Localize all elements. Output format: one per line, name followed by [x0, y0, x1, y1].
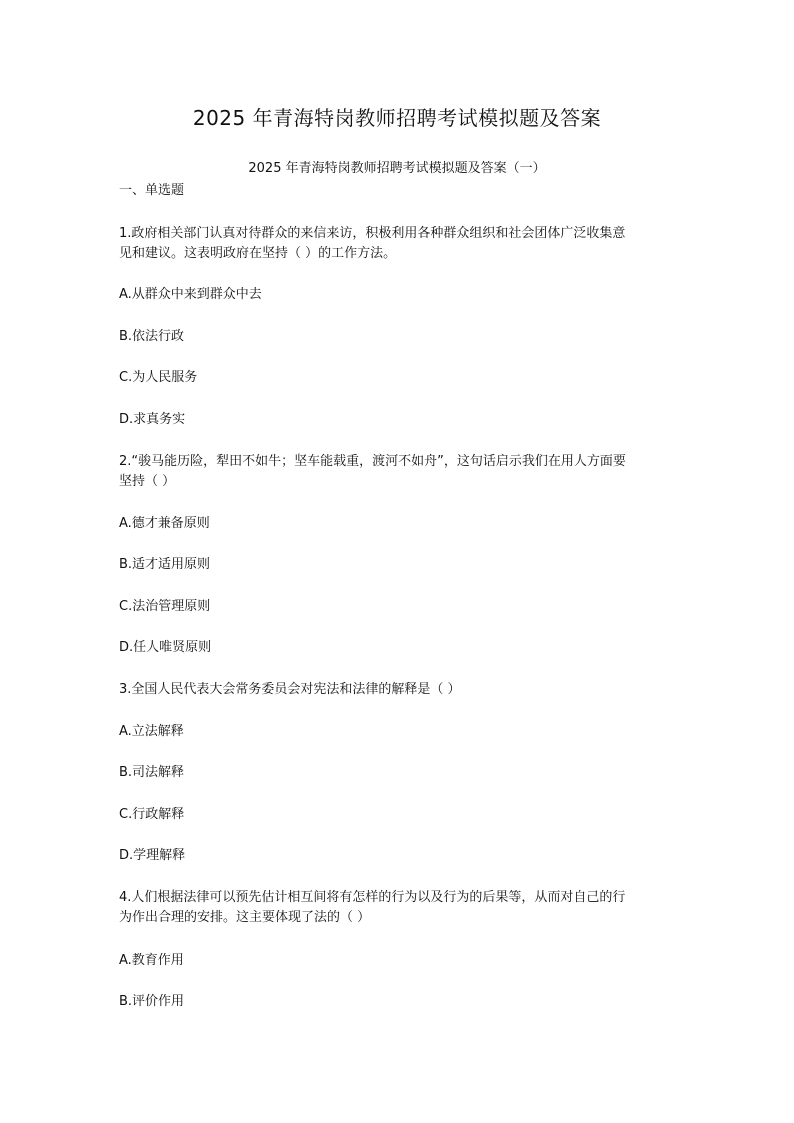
- question-4-stem-line-2: 为作出合理的安排。这主要体现了法的（ ）: [119, 910, 371, 925]
- question-2-option-a: A.德才兼备原则: [119, 516, 210, 531]
- question-2-option-b: B.适才适用原则: [119, 557, 211, 572]
- section-heading: 一、单选题: [119, 183, 185, 198]
- question-2-option-d: D.任人唯贤原则: [119, 640, 212, 655]
- question-4-option-b: B.评价作用: [119, 994, 185, 1009]
- question-1-option-c: C.为人民服务: [119, 370, 198, 385]
- question-2-stem-line-1: 2.“骏马能历险，犁田不如牛；坚车能载重，渡河不如舟”，这句话启示我们在用人方面要: [119, 454, 626, 469]
- question-1-option-a: A.从群众中来到群众中去: [119, 287, 262, 302]
- question-3-option-a: A.立法解释: [119, 724, 184, 739]
- question-1-stem-line-2: 见和建议。这表明政府在坚持（ ）的工作方法。: [119, 246, 397, 261]
- question-3-option-d: D.学理解释: [119, 848, 186, 863]
- question-1-option-d: D.求真务实: [119, 412, 186, 427]
- question-4-option-a: A.教育作用: [119, 953, 184, 968]
- question-4-stem-line-1: 4.人们根据法律可以预先估计相互间将有怎样的行为以及行为的后果等，从而对自己的行: [119, 890, 626, 905]
- question-3-stem-line-1: 3.全国人民代表大会常务委员会对宪法和法律的解释是（ ）: [119, 682, 461, 697]
- question-1-stem-line-1: 1.政府相关部门认真对待群众的来信来访，积极利用各种群众组织和社会团体广泛收集意: [119, 226, 626, 241]
- question-2-stem-line-2: 坚持（ ）: [119, 474, 176, 489]
- document-title: 2025 年青海特岗教师招聘考试模拟题及答案: [192, 106, 602, 130]
- question-1-option-b: B.依法行政: [119, 329, 185, 344]
- question-2-option-c: C.法治管理原则: [119, 599, 211, 614]
- question-3-option-b: B.司法解释: [119, 765, 185, 780]
- document-subtitle: 2025 年青海特岗教师招聘考试模拟题及答案（一）: [248, 161, 546, 176]
- question-3-option-c: C.行政解释: [119, 807, 185, 822]
